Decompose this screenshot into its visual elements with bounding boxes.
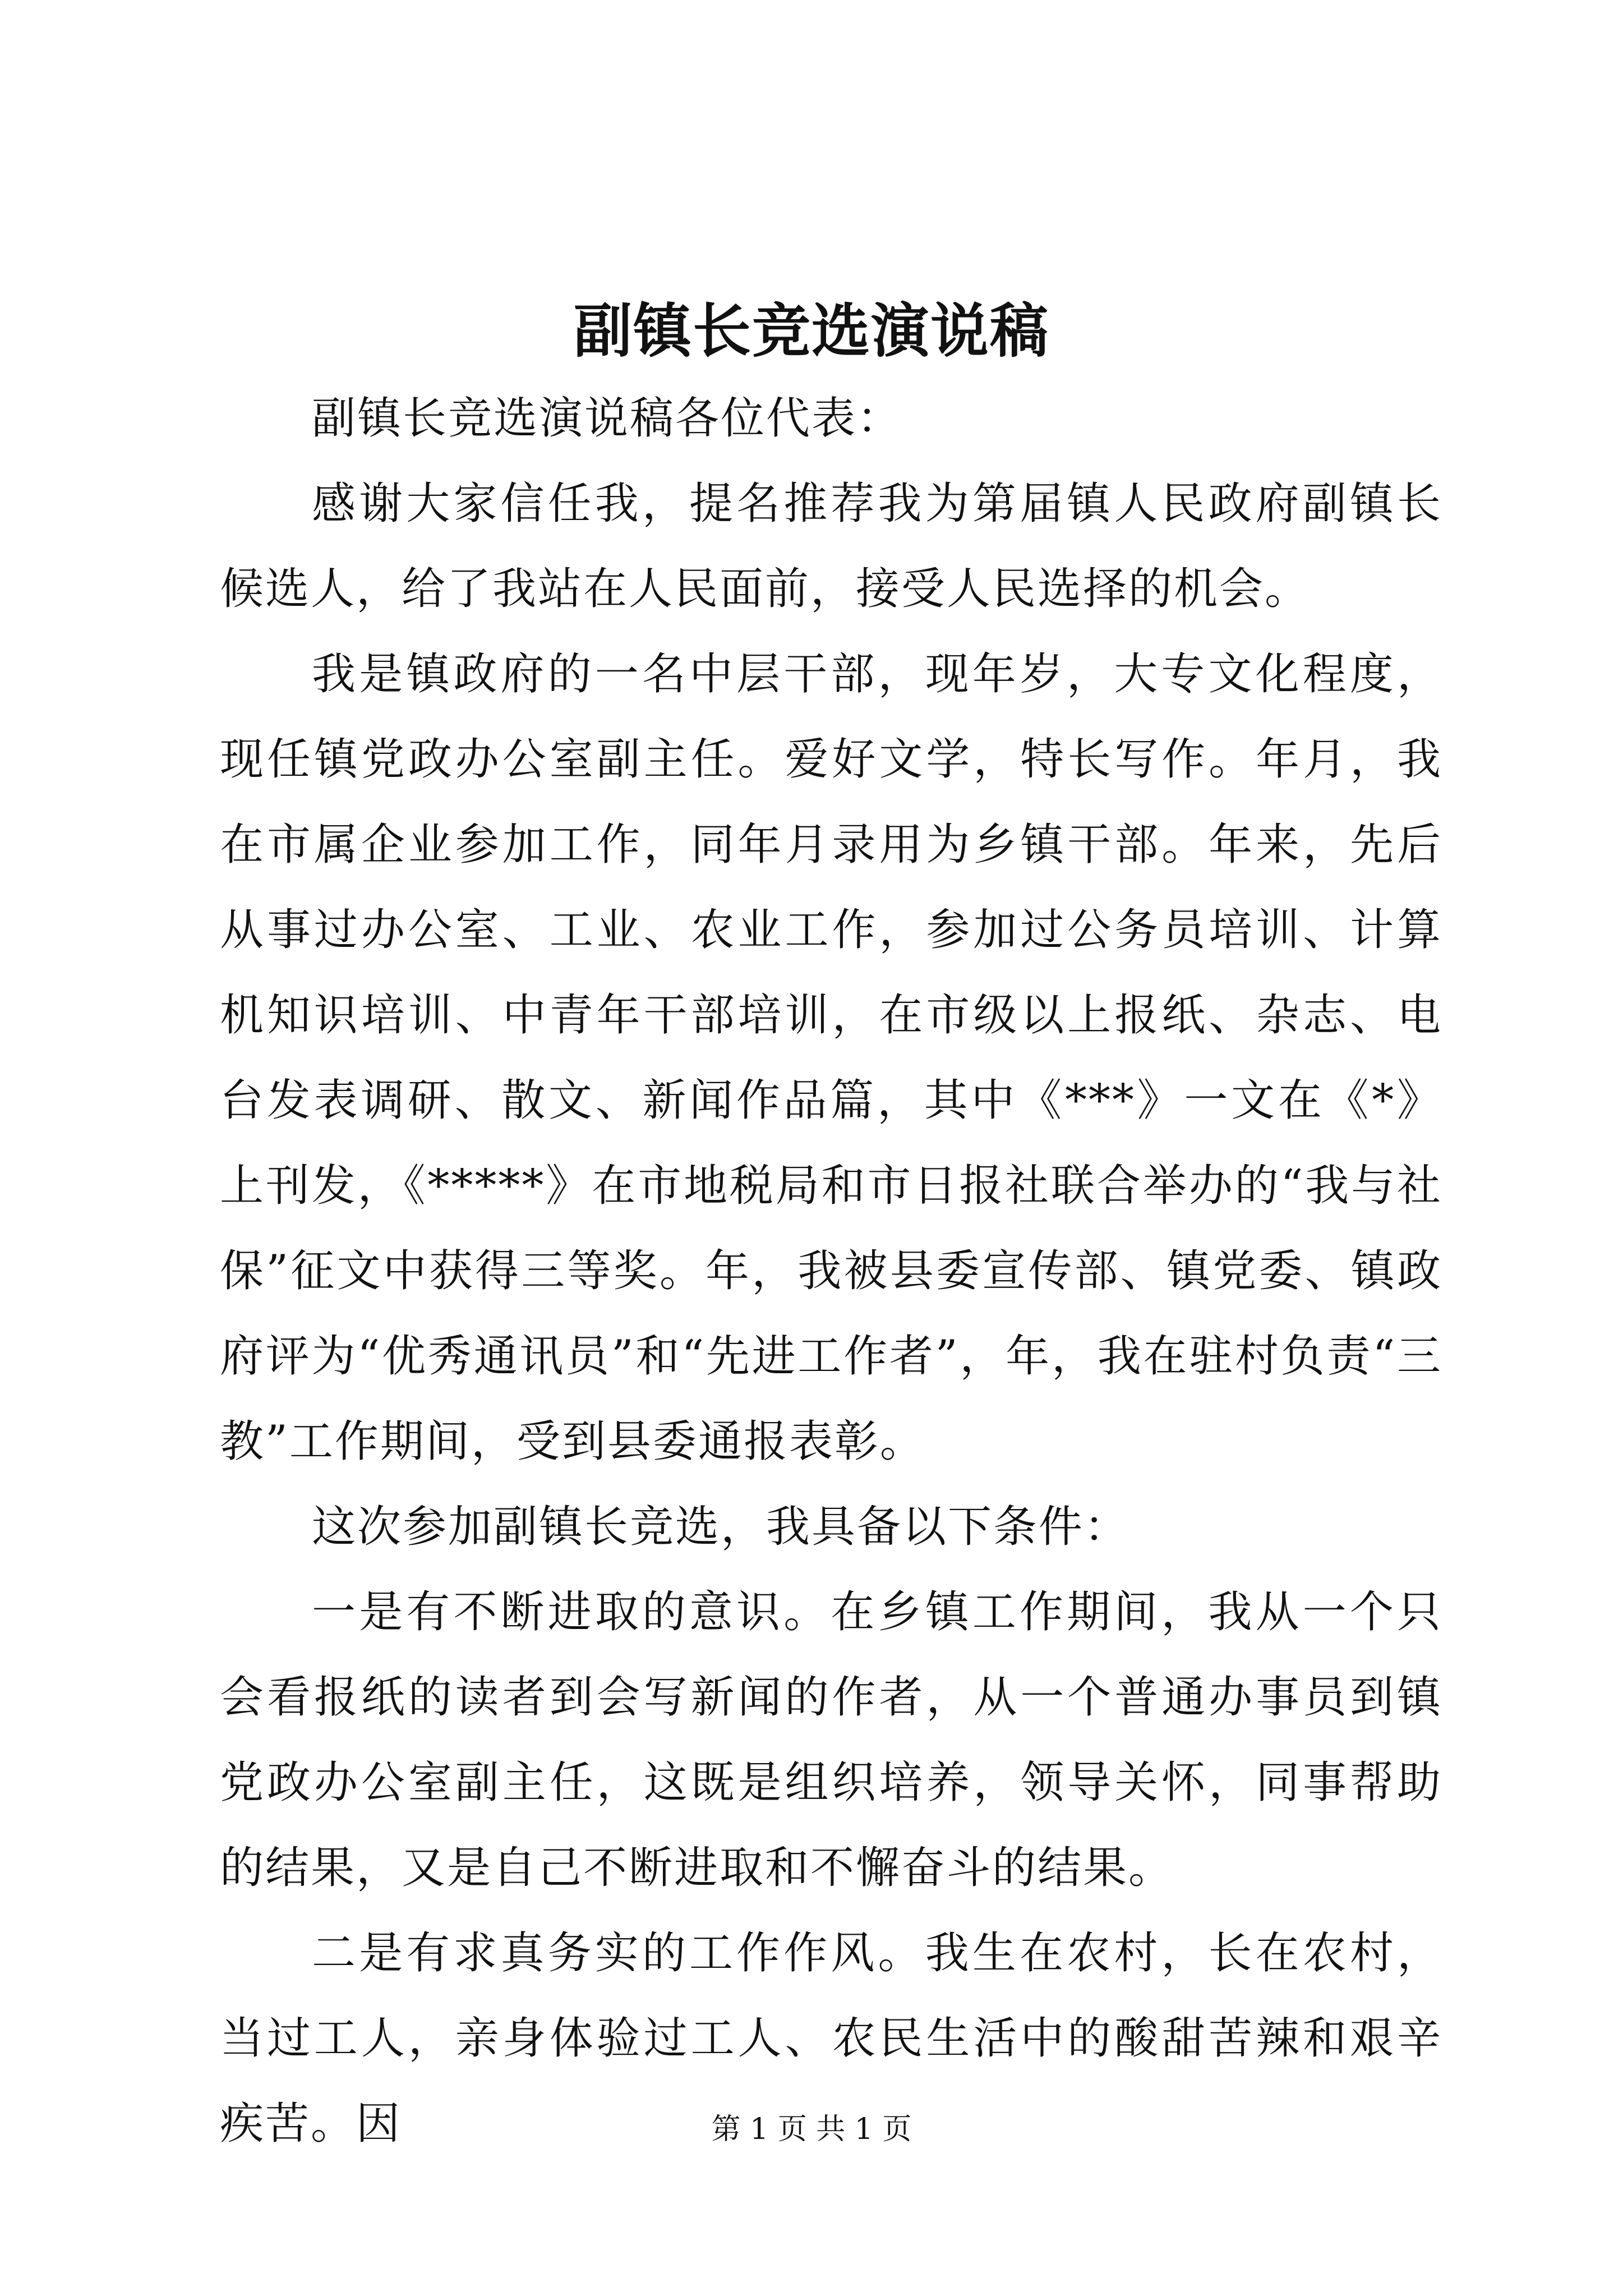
page-footer: 第 1 页 共 1 页 (711, 2113, 912, 2146)
paragraph-condition-one: 一是有不断进取的意识。在乡镇工作期间，我从一个只会看报纸的读者到会写新闻的作者，从一个普通办事员到镇党政办公室副主任，这既是组织培养，领导关怀，同事帮助的结果，又是自己不断进取和不懈奋斗的结果。 (220, 1587, 1442, 1893)
paragraph-greeting: 副镇长竞选演说稿各位代表： (312, 393, 903, 444)
paragraph-conditions-intro: 这次参加副镇长竞选，我具备以下条件： (312, 1502, 1130, 1552)
paragraph-condition-two: 二是有求真务实的工作作风。我生在农村，长在农村，当过工人，亲身体验过工人、农民生活中的酸甜苦辣和艰辛疾苦。因 (220, 1928, 1442, 2149)
document-body (220, 376, 1442, 2166)
document-title: 副镇长竞选演说稿 (573, 296, 1049, 365)
paragraph-background: 我是镇政府的一名中层干部，现年岁，大专文化程度，现任镇党政办公室副主任。爱好文学，特长写作。年月，我在市属企业参加工作，同年月录用为乡镇干部。年来，先后从事过办公室、工业、农业工作，参加过公务员培训、计算机知识培训、中青年干部培训，在市级以上报纸、杂志、电台发表调研、散文、新闻作品篇，其中《***》一文在《*》上刊发，《*****》在市地税局和市日报社联合举办的“我与社保”征文中获得三等奖。年，我被县委宣传部、镇党委、镇政府评为“优秀通讯员”和“先进工作者”，年，我在驻村负责“三教”工作期间，受到县委通报表彰。 (220, 649, 1442, 1467)
paragraph-thanks: 感谢大家信任我，提名推荐我为第届镇人民政府副镇长候选人，给了我站在人民面前，接受人民选择的机会。 (220, 478, 1442, 614)
